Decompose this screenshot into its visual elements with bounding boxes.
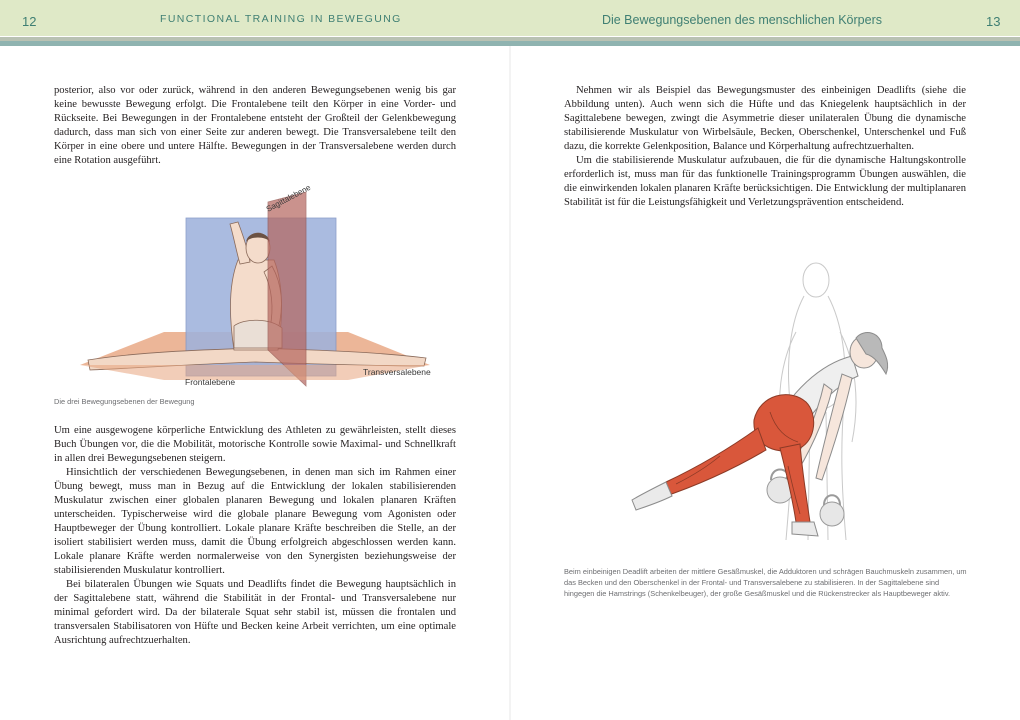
right-running-title: Die Bewegungsebenen des menschlichen Körpers xyxy=(601,13,882,27)
transversal-plane-label: Transversalebene xyxy=(363,367,431,377)
left-body-text xyxy=(54,424,456,648)
right-page-number: 13 xyxy=(986,14,1001,29)
left-intro-text xyxy=(54,84,456,168)
planes-figure-caption: Die drei Bewegungsebenen der Bewegung xyxy=(54,397,195,406)
right-body-text xyxy=(564,84,966,210)
frontal-plane-label: Frontalebene xyxy=(185,377,236,387)
paragraph: posterior, also vor oder zurück, während in den anderen Bewegungsebenen wenig bis gar keine bewusste Bewegung erfolgt. Die Frontalebene teilt den Körper in eine Vorder- und Rückseite. Bei Bewegungen in der Frontalebene entsteht der Großteil der Gelenkbewegung dadurch, dass man sich von einer Seite zur anderen bewegt. Die Transversalebene teilt den Körper in eine obere und untere Hälfte. Bewegungen in der Transversalebene werden durch eine Rotation ausgeführt. xyxy=(54,85,456,166)
deadlift-athlete xyxy=(632,333,888,536)
left-page-number: 12 xyxy=(22,14,37,29)
paragraph: Hinsichtlich der verschiedenen Bewegungsebenen, in denen man sich im Rahmen einer Übung bewegt, muss man in Bezug auf die Entwicklung der lokalen stabilisierenden Muskulatur zwischen einer globalen planaren Bewegung und lokalen planaren Kräften unterscheiden. Typischerweise wird die globale planare Bewegung vom Agonisten oder Hauptbeweger der Übung kontrolliert. Lokale planare Kräfte beschreiben die Stelle, an der isoliert stabilisiert werden muss, damit die Übung erfolgreich abgeschlossen werden kann. Lokale planare Kräfte werden normalerweise von den Synergisten beziehungsweise der stabilisierenden Muskulatur kontrolliert. xyxy=(54,467,456,576)
paragraph: Bei bilateralen Übungen wie Squats und Deadlifts findet die Bewegung hauptsächlich in der Sagittalebene statt, während die Stabilität in der Frontal- und Transversalebene nur minimal gefordert wird. Da der bilaterale Squat sehr stabil ist, müssen die frontalen und transversalen Stabilisatoren von Hüfte und Becken keine Arbeit verrichten, um eine optimale Ausrichtung aufrechtzuerhalten. xyxy=(54,579,456,646)
paragraph: Um eine ausgewogene körperliche Entwicklung des Athleten zu gewährleisten, stellt dieses Buch Übungen vor, die die Mobilität, motorische Kontrolle sowie Maximal- und Schnellkraft in allen drei Bewegungsebenen steigern. xyxy=(54,425,456,464)
movement-planes-figure xyxy=(78,180,438,390)
page-gutter xyxy=(509,46,511,720)
sagittal-plane-label: Sagittalebene xyxy=(264,182,313,214)
single-leg-deadlift-figure xyxy=(620,252,900,548)
paragraph: Nehmen wir als Beispiel das Bewegungsmuster des einbeinigen Deadlifts (siehe die Abbildung unten). Auch wenn sich die Hüfte und das Kniegelenk hauptsächlich in der Sagittalebene bewegen, zwingt die Asymmetrie dieser unilateralen Übung die dynamische stabilisierende Muskulatur von Wirbelsäule, Becken, Oberschenkel, Unterschenkel und Fuß dazu, die korrekte Gelenkposition, Balance und Körperhaltung aufrechtzuerhalten. xyxy=(564,85,966,152)
deadlift-figure-caption: Beim einbeinigen Deadlift arbeiten der mittlere Gesäßmuskel, die Adduktoren und schrägen Bauchmuskeln zusammen, um das Becken und den Oberschenkel in der Frontal- und Transversalebene zu stabilisieren. In der Sagittalebene sind hingegen die Hamstrings (Schenkelbeuger), der große Gesäßmuskel und die Rückenstrecker als Hauptbeweger aktiv. xyxy=(564,567,967,598)
left-running-title: FUNCTIONAL TRAINING IN BEWEGUNG xyxy=(160,13,402,25)
paragraph: Um die stabilisierende Muskulatur aufzubauen, die für die dynamische Haltungskontrolle erforderlich ist, muss man für das funktionelle Trainingsprogramm Übungen auswählen, die die einwirkenden lokalen planaren Kräfte berücksichtigen. Die Entwicklung der multiplanaren Stabilität ist für die Leistungsfähigkeit und Verletzungsprävention entscheidend. xyxy=(564,155,966,208)
